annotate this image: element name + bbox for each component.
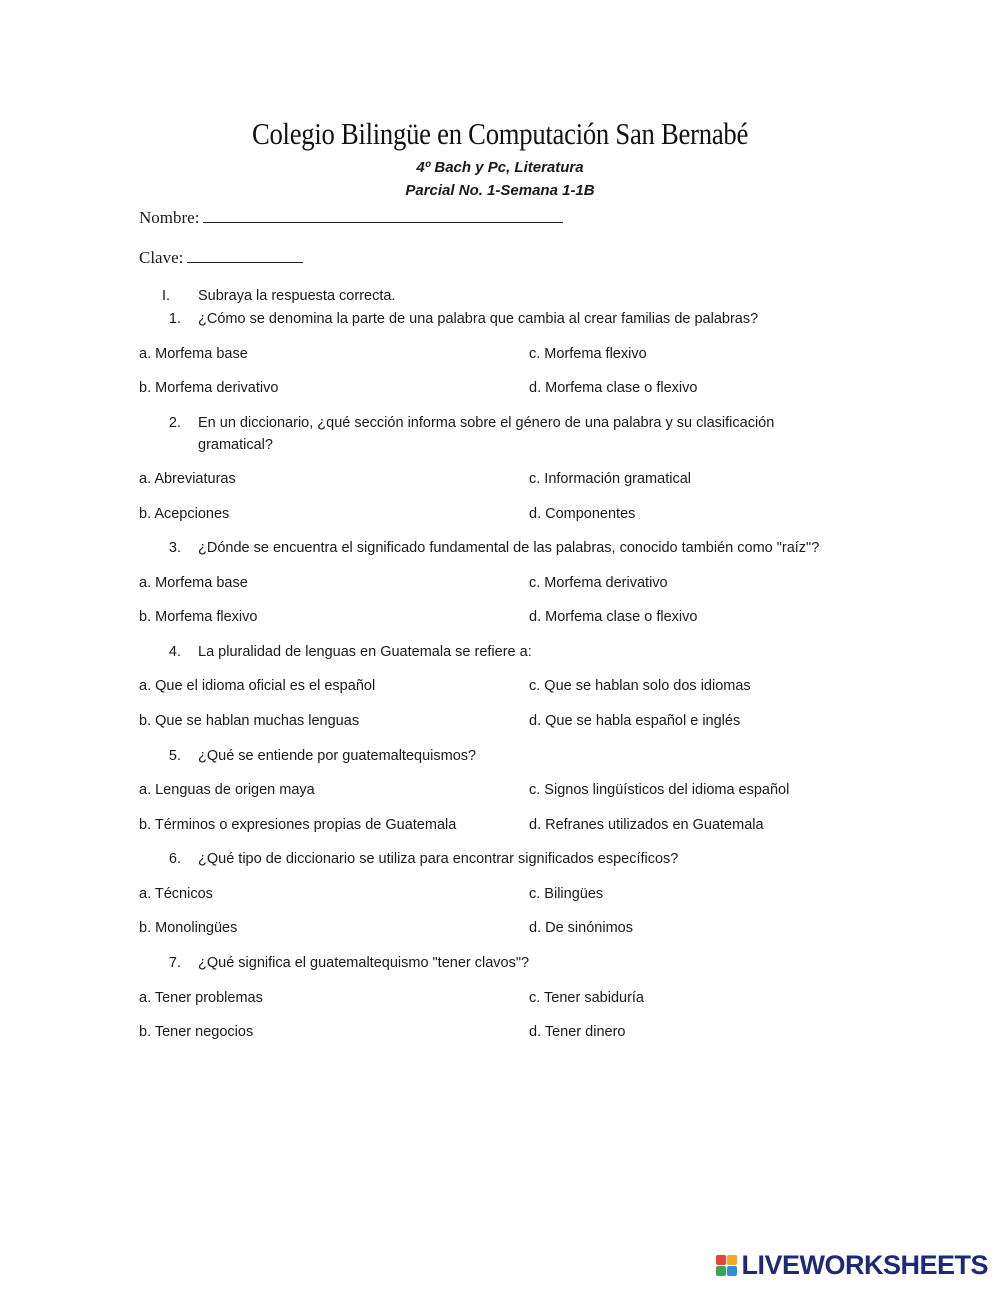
liveworksheets-logo-icon xyxy=(716,1255,737,1276)
name-field xyxy=(139,206,563,229)
option-d[interactable]: d. Que se habla español e inglés xyxy=(529,713,741,729)
name-label: Nombre: xyxy=(139,208,200,227)
question-text: En un diccionario, ¿qué sección informa sobre el género de una palabra y su clasificación gramatical? xyxy=(198,415,775,453)
option-b[interactable]: b. Monolingües xyxy=(139,920,238,936)
option-d[interactable]: d. De sinónimos xyxy=(529,920,633,936)
question-number: 7. xyxy=(168,955,181,971)
option-b[interactable]: b. Términos o expresiones propias de Guatemala xyxy=(139,817,457,833)
option-a[interactable]: a. Tener problemas xyxy=(139,990,263,1006)
option-b[interactable]: b. Que se hablan muchas lenguas xyxy=(139,713,360,729)
question-number: 2. xyxy=(168,415,181,431)
school-title: Colegio Bilingüe en Computación San Bernabé xyxy=(251,116,749,151)
option-d[interactable]: d. Refranes utilizados en Guatemala xyxy=(529,817,764,833)
question-text: ¿Qué significa el guatemaltequismo "tener clavos"? xyxy=(198,955,530,971)
option-d[interactable]: d. Componentes xyxy=(529,506,636,522)
key-label: Clave: xyxy=(139,248,184,267)
question-number: 4. xyxy=(168,644,181,660)
course-subtitle: 4º Bach y Pc, Literatura xyxy=(416,159,584,176)
option-d[interactable]: d. Tener dinero xyxy=(529,1024,626,1040)
option-c[interactable]: c. Signos lingüísticos del idioma español xyxy=(529,782,790,798)
logo-text: LIVEWORKSHEETS xyxy=(741,1250,988,1280)
option-a[interactable]: a. Técnicos xyxy=(139,886,213,902)
option-c[interactable]: c. Información gramatical xyxy=(529,471,691,487)
question-number: 3. xyxy=(168,540,181,556)
instruction-text: Subraya la respuesta correcta. xyxy=(198,288,396,304)
option-a[interactable]: a. Lenguas de origen maya xyxy=(139,782,315,798)
option-a[interactable]: a. Morfema base xyxy=(139,575,248,591)
instruction-numeral: I. xyxy=(161,288,170,304)
question-text: ¿Cómo se denomina la parte de una palabra que cambia al crear familias de palabras? xyxy=(198,311,759,327)
option-c[interactable]: c. Tener sabiduría xyxy=(529,990,644,1006)
option-b[interactable]: b. Morfema flexivo xyxy=(139,609,258,625)
key-field xyxy=(139,246,303,269)
question-number: 6. xyxy=(168,851,181,867)
name-blank[interactable] xyxy=(203,206,563,223)
option-b[interactable]: b. Morfema derivativo xyxy=(139,380,279,396)
logo-square-icon xyxy=(727,1255,737,1265)
option-b[interactable]: b. Acepciones xyxy=(139,506,230,522)
option-c[interactable]: c. Bilingües xyxy=(529,886,604,902)
liveworksheets-logo[interactable] xyxy=(716,1250,988,1280)
option-c[interactable]: c. Morfema derivativo xyxy=(529,575,668,591)
option-a[interactable]: a. Abreviaturas xyxy=(139,471,236,487)
option-a[interactable]: a. Que el idioma oficial es el español xyxy=(139,678,376,694)
key-blank[interactable] xyxy=(187,246,303,263)
option-c[interactable]: c. Que se hablan solo dos idiomas xyxy=(529,678,751,694)
exam-subtitle: Parcial No. 1-Semana 1-1B xyxy=(405,182,595,199)
option-c[interactable]: c. Morfema flexivo xyxy=(529,346,647,362)
question-text: ¿Qué tipo de diccionario se utiliza para encontrar significados específicos? xyxy=(198,851,679,867)
question-text: ¿Qué se entiende por guatemaltequismos? xyxy=(198,748,477,764)
question-text: ¿Dónde se encuentra el significado fundamental de las palabras, conocido también como "raíz"? xyxy=(198,540,820,556)
option-d[interactable]: d. Morfema clase o flexivo xyxy=(529,380,698,396)
logo-square-icon xyxy=(716,1266,726,1276)
question-text: La pluralidad de lenguas en Guatemala se refiere a: xyxy=(198,644,532,660)
question-number: 5. xyxy=(168,748,181,764)
question-number: 1. xyxy=(168,311,181,327)
option-d[interactable]: d. Morfema clase o flexivo xyxy=(529,609,698,625)
option-a[interactable]: a. Morfema base xyxy=(139,346,248,362)
logo-square-icon xyxy=(716,1255,726,1265)
logo-square-icon xyxy=(727,1266,737,1276)
option-b[interactable]: b. Tener negocios xyxy=(139,1024,254,1040)
